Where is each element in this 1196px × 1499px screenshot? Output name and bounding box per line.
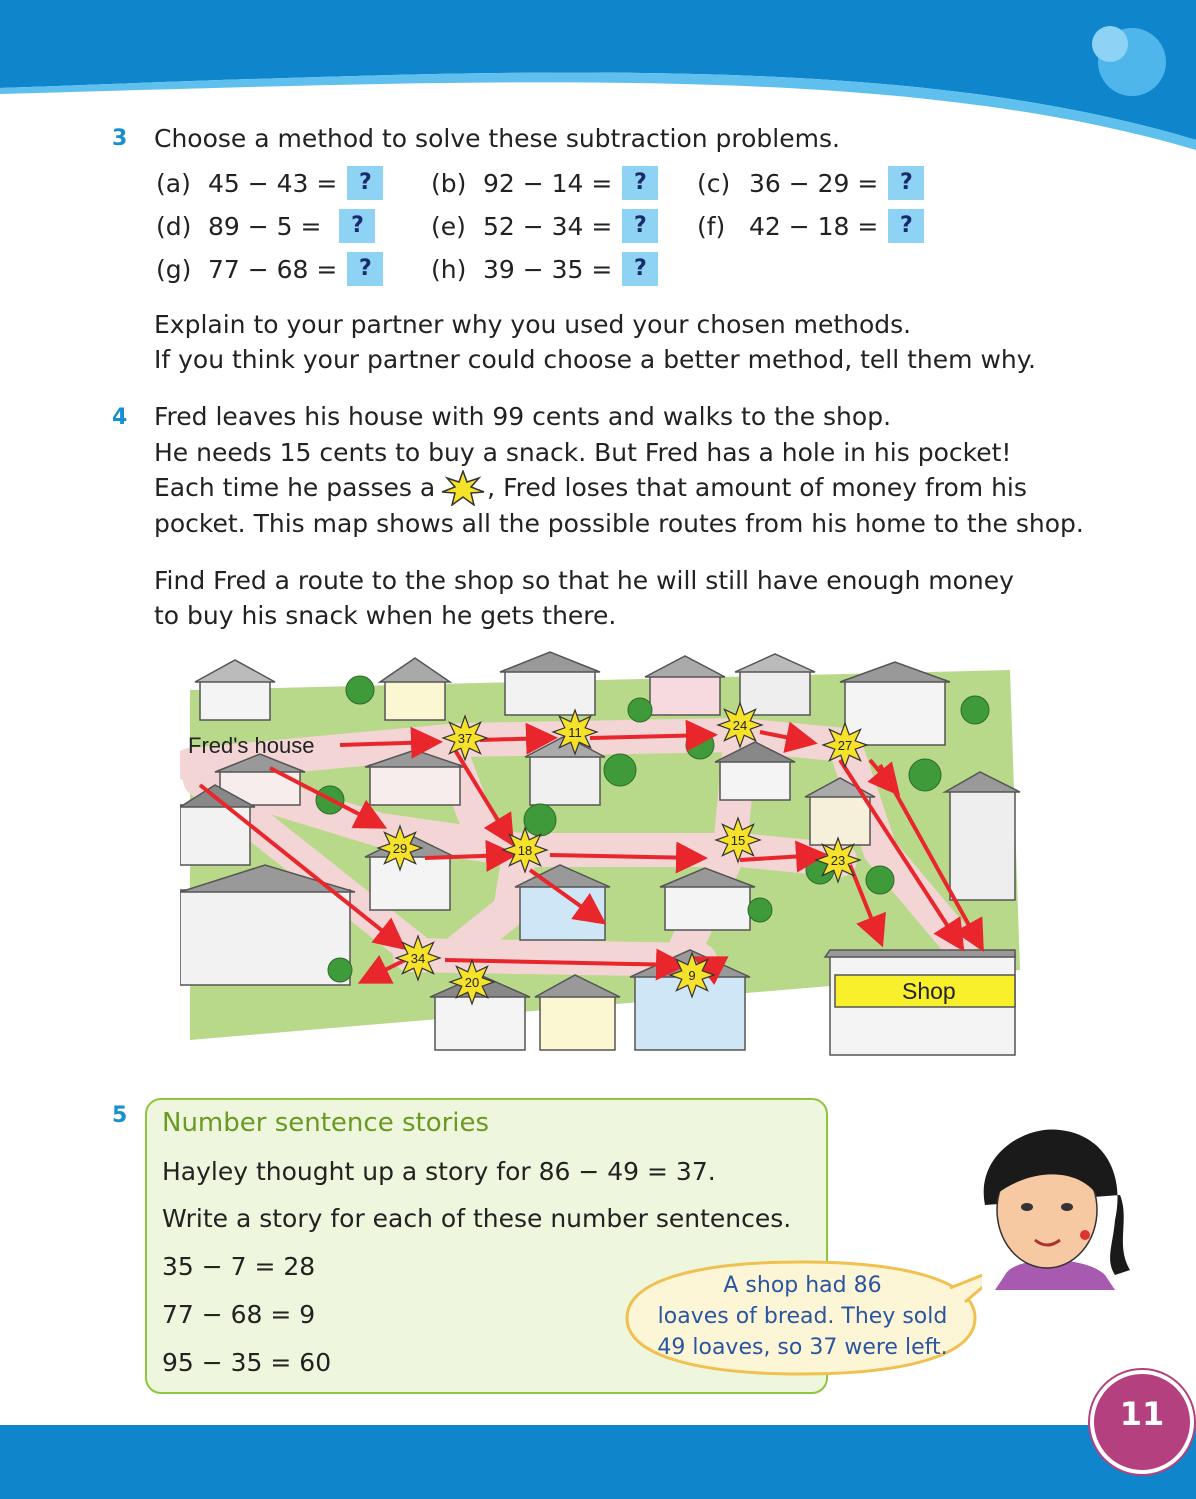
question-number-5: 5 bbox=[112, 1103, 128, 1128]
star-value: 9 bbox=[688, 968, 696, 983]
problem-label: (f) bbox=[697, 211, 726, 241]
problem-expression: 42 − 18 = bbox=[749, 211, 879, 241]
star-value: 27 bbox=[837, 738, 853, 753]
problem-label: (e) bbox=[431, 211, 466, 241]
q4-line-3-start: Each time he passes a bbox=[154, 473, 436, 502]
star-marker-23 bbox=[816, 838, 860, 882]
question-number-4: 4 bbox=[112, 405, 128, 430]
problem-b bbox=[431, 166, 658, 200]
q3-prompt: Choose a method to solve these subtraction problems. bbox=[154, 124, 840, 153]
problem-d bbox=[156, 209, 375, 243]
problem-expression: 36 − 29 = bbox=[749, 168, 879, 198]
star-value: 34 bbox=[410, 951, 426, 966]
hayley-illustration bbox=[965, 1125, 1135, 1290]
q4-line-3 bbox=[154, 470, 1027, 506]
problem-e bbox=[431, 209, 658, 243]
page-number: 11 bbox=[1119, 1395, 1165, 1433]
q4-line-4: pocket. This map shows all the possible routes from his home to the shop. bbox=[154, 509, 1084, 538]
footer-band bbox=[0, 1425, 1196, 1499]
star-marker-37 bbox=[443, 716, 487, 760]
page-number-badge bbox=[1090, 1370, 1194, 1474]
star-marker-15 bbox=[716, 818, 760, 862]
problem-expression: 77 − 68 = bbox=[208, 254, 338, 284]
answer-box[interactable]: ? bbox=[622, 252, 658, 286]
star-value: 11 bbox=[568, 725, 582, 740]
star-marker-34 bbox=[396, 936, 440, 980]
answer-box[interactable]: ? bbox=[622, 209, 658, 243]
star-value: 15 bbox=[730, 833, 746, 848]
star-marker-29 bbox=[378, 826, 422, 870]
route-map bbox=[180, 650, 1025, 1060]
problem-f bbox=[697, 209, 924, 243]
star-marker-20 bbox=[450, 960, 494, 1004]
q3-explain-line-2: If you think your partner could choose a better method, tell them why. bbox=[154, 345, 1036, 374]
answer-box[interactable]: ? bbox=[622, 166, 658, 200]
star-value: 37 bbox=[457, 731, 473, 746]
shop-label: Shop bbox=[902, 978, 956, 1004]
bubble-line-2: loaves of bread. They sold bbox=[657, 1304, 948, 1329]
answer-box[interactable]: ? bbox=[888, 209, 924, 243]
problem-label: (c) bbox=[697, 168, 731, 198]
q4-task-1: Find Fred a route to the shop so that he will still have enough money bbox=[154, 566, 1014, 595]
problem-expression: 89 − 5 = bbox=[208, 211, 322, 241]
problem-a bbox=[156, 166, 383, 200]
star-value: 24 bbox=[732, 718, 748, 733]
star-marker-27 bbox=[823, 723, 867, 767]
q4-task-2: to buy his snack when he gets there. bbox=[154, 601, 617, 630]
q4-line-2: He needs 15 cents to buy a snack. But Fred has a hole in his pocket! bbox=[154, 438, 1012, 467]
q4-line-3-end: , Fred loses that amount of money from his bbox=[487, 473, 1027, 502]
problem-expression: 45 − 43 = bbox=[208, 168, 338, 198]
problem-expression: 92 − 14 = bbox=[483, 168, 613, 198]
problem-label: (h) bbox=[431, 254, 467, 284]
problem-label: (b) bbox=[431, 168, 467, 198]
star-value: 29 bbox=[392, 841, 408, 856]
star-marker-24 bbox=[718, 703, 762, 747]
problem-label: (g) bbox=[156, 254, 192, 284]
number-sentence-2: 77 − 68 = 9 bbox=[162, 1300, 316, 1329]
bubble-line-3: 49 loaves, so 37 were left. bbox=[657, 1335, 948, 1360]
number-sentence-1: 35 − 7 = 28 bbox=[162, 1252, 316, 1281]
star-value: 18 bbox=[517, 843, 533, 858]
answer-box[interactable]: ? bbox=[347, 252, 383, 286]
story-intro: Hayley thought up a story for 86 − 49 = 37. bbox=[162, 1157, 716, 1186]
star-icon bbox=[441, 470, 485, 506]
bubble-line-1: A shop had 86 bbox=[723, 1273, 882, 1298]
star-value: 23 bbox=[830, 853, 846, 868]
q3-explain-line-1: Explain to your partner why you used your chosen methods. bbox=[154, 310, 912, 339]
problem-expression: 52 − 34 = bbox=[483, 211, 613, 241]
panel-title: Number sentence stories bbox=[162, 1108, 490, 1138]
problem-c bbox=[697, 166, 924, 200]
answer-box[interactable]: ? bbox=[888, 166, 924, 200]
answer-box[interactable]: ? bbox=[339, 209, 375, 243]
star-marker-18 bbox=[503, 828, 547, 872]
problem-h bbox=[431, 252, 658, 286]
story-instruction: Write a story for each of these number sentences. bbox=[162, 1204, 792, 1233]
question-number-3: 3 bbox=[112, 126, 128, 151]
answer-box[interactable]: ? bbox=[347, 166, 383, 200]
problem-g bbox=[156, 252, 383, 286]
number-sentence-3: 95 − 35 = 60 bbox=[162, 1348, 332, 1377]
problem-expression: 39 − 35 = bbox=[483, 254, 613, 284]
star-marker-9 bbox=[670, 953, 714, 997]
problem-label: (a) bbox=[156, 168, 191, 198]
star-value: 20 bbox=[464, 975, 480, 990]
fred-house-label: Fred's house bbox=[188, 733, 315, 758]
q4-line-1: Fred leaves his house with 99 cents and walks to the shop. bbox=[154, 402, 892, 431]
problem-label: (d) bbox=[156, 211, 192, 241]
star-marker-11 bbox=[553, 710, 597, 754]
bubble-text bbox=[630, 1270, 975, 1363]
